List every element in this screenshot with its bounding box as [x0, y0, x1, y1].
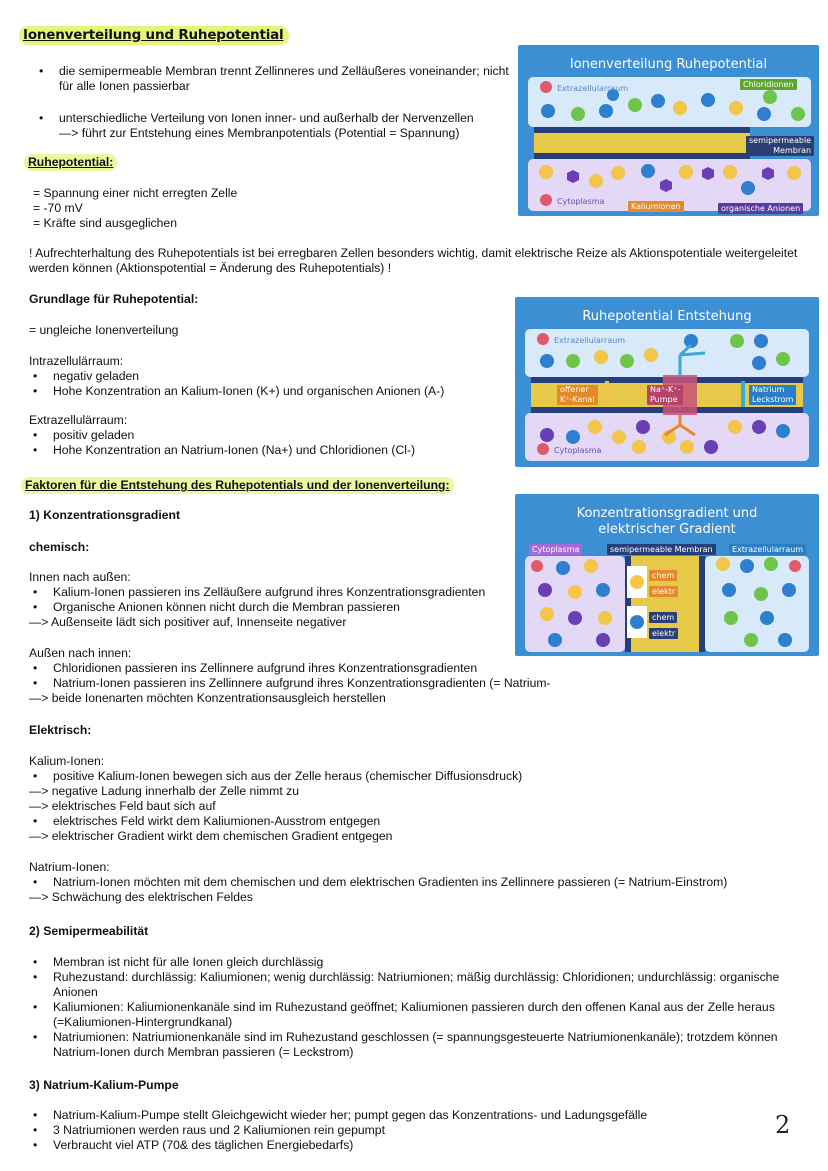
- semipermeabilitaet-heading: 2) Semipermeabilität: [29, 924, 149, 938]
- figure-ionenverteilung: [518, 45, 819, 216]
- figure-gradienten: [515, 494, 819, 656]
- elektr-arrow-bottom: elektr: [649, 628, 678, 639]
- plus-icon: [540, 81, 552, 93]
- extra-item: • positiv geladen: [29, 428, 509, 443]
- kalium-line: —> elektrischer Gradient wirkt dem chemischen Gradient entgegen: [29, 829, 393, 843]
- figure-ruhepotential-entstehung: [515, 297, 819, 467]
- figure-title: Ruhepotential Entstehung: [582, 309, 752, 324]
- kalium-line: —> negative Ladung innerhalb der Zelle nimmt zu: [29, 784, 299, 798]
- pump-label: [647, 385, 683, 405]
- ruhepotential-heading: Ruhepotential:: [24, 154, 117, 171]
- semi-item: • Kaliumionen: Kaliumionenkanäle sind im Ruhezustand geöffnet; Kaliumionen passieren durch den offenen Kanal aus der Zelle heraus (=Kaliumionen-Hintergrundkanal): [29, 1000, 799, 1030]
- aussen-item: • Chloridionen passieren ins Zellinnere aufgrund ihres Konzentrationsgradienten: [29, 661, 589, 676]
- semipermeabilitaet-list: [29, 955, 799, 1060]
- figure-ionenverteilung-art: [518, 45, 819, 216]
- innen-item: • Kalium-Ionen passieren ins Zelläußere aufgrund ihres Konzentrationsgradienten: [29, 585, 589, 600]
- figure-title: Ionenverteilung Ruhepotential: [569, 57, 768, 72]
- elektrisch-section: [29, 754, 809, 905]
- pumpe-item: • Verbraucht viel ATP (70& des täglichen Energiebedarfs): [29, 1138, 799, 1153]
- intro-item: • unterschiedliche Verteilung von Ionen inner- und außerhalb der Nervenzellen: [35, 111, 515, 126]
- aussen-result: —> beide Ionenarten möchten Konzentrationsausgleich herstellen: [29, 691, 386, 705]
- figure-title-line1: Konzentrationsgradient und: [576, 506, 758, 521]
- aussen-label: Außen nach innen:: [29, 646, 132, 660]
- kalium-line: • positive Kalium-Ionen bewegen sich aus der Zelle heraus (chemischer Diffusionsdruck): [29, 769, 809, 784]
- ruhe-line: = -70 mV: [33, 201, 83, 215]
- chem-section: [29, 570, 589, 706]
- leak-line1: Natrium: [752, 385, 785, 394]
- leak-label: [749, 385, 796, 405]
- chem-arrow-bottom: chem: [649, 612, 677, 623]
- minus-icon: [540, 194, 552, 206]
- pumpe-heading: 3) Natrium-Kalium-Pumpe: [29, 1078, 179, 1092]
- pump-line2: Pumpe: [650, 395, 678, 404]
- pump-line1: Na⁺-K⁺-: [650, 385, 681, 394]
- important-note: ! Aufrechterhaltung des Ruhepotentials ist bei erregbaren Zellen besonders wichtig, damit elektrische Reize als Aktionspotentiale weitergeleitet werden können (Aktionspotential = Änderung des Ruhepotentials) !: [29, 246, 798, 275]
- ruhe-line: = Spannung einer nicht erregten Zelle: [33, 186, 238, 200]
- membrane-label-line1: semipermeable: [749, 136, 812, 145]
- chlorid-label: Chloridionen: [740, 79, 797, 90]
- chemisch-heading: chemisch:: [29, 540, 90, 554]
- innen-result: —> Außenseite lädt sich positiver auf, Innenseite negativer: [29, 615, 347, 629]
- intra-item: • Hohe Konzentration an Kalium-Ionen (K+) und organischen Anionen (A-): [29, 384, 509, 399]
- membrane-label: [746, 136, 814, 156]
- cyto-label: Cytoplasma: [529, 544, 582, 555]
- natrium-label: Natrium-Ionen:: [29, 860, 110, 874]
- ruhe-line: = Kräfte sind ausgeglichen: [33, 216, 177, 230]
- membrane-bottom: [534, 153, 750, 159]
- semi-item: • Ruhezustand: durchlässig: Kaliumionen; wenig durchlässig: Natriumionen; mäßig durchlässig: Chloridionen; undurchlässig: organische Anionen: [29, 970, 799, 1000]
- chem-arrow-top: chem: [649, 570, 677, 581]
- pumpe-list: [29, 1108, 799, 1153]
- minus-icon: [537, 443, 549, 455]
- extra-item: • Hohe Konzentration an Natrium-Ionen (Na+) und Chloridionen (Cl-): [29, 443, 509, 458]
- kalium-line: —> elektrisches Feld baut sich auf: [29, 799, 216, 813]
- membrane-label-line2: Membran: [773, 146, 812, 155]
- figure-title-line2: elektrischer Gradient: [598, 522, 736, 537]
- kalium-label: Kalium-Ionen:: [29, 754, 105, 768]
- pumpe-item: • Natrium-Kalium-Pumpe stellt Gleichgewicht wieder her; pumpt gegen das Konzentrations- und Ladungsgefälle: [29, 1108, 799, 1123]
- page-number: 2: [775, 1111, 791, 1139]
- semi-item: • Natriumionen: Natriumionenkanäle sind im Ruhezustand geschlossen (= spannungsgesteuerte Natriumionenkanäle); trotzdem können Natrium-Ionen durch Membran passieren (= Leckstrom): [29, 1030, 799, 1060]
- faktoren-heading: Faktoren für die Entstehung des Ruhepotentials und der Ionenverteilung:: [21, 477, 454, 494]
- membrane-label: semipermeable Membran: [607, 544, 716, 555]
- extra-label: Extrazellularraum: [554, 336, 626, 345]
- k-channel-line2: K⁺-Kanal: [560, 395, 595, 404]
- intro-item: • die semipermeable Membran trennt Zellinneres und Zelläußeres voneinander; nicht für alle Ionen passierbar: [35, 64, 515, 94]
- intra-item: • negativ geladen: [29, 369, 509, 384]
- natrium-line: —> Schwächung des elektrischen Feldes: [29, 890, 253, 904]
- aussen-item: • Natrium-Ionen passieren ins Zellinnere aufgrund ihres Konzentrationsgradienten (= Natrium-: [29, 676, 589, 691]
- grundlage-heading: Grundlage für Ruhepotential:: [29, 292, 199, 306]
- elektr-arrow-top: elektr: [649, 586, 678, 597]
- leak-line2: Leckstrom: [752, 395, 794, 404]
- grundlage-line: = ungleiche Ionenverteilung: [29, 323, 179, 337]
- elektrisch-heading: Elektrisch:: [29, 723, 92, 737]
- innen-label: Innen nach außen:: [29, 570, 131, 584]
- extra-label: Extrazellulärraum:: [29, 413, 128, 427]
- extra-label: Extrazellularraum: [729, 544, 806, 555]
- pumpe-item: • 3 Natriumionen werden raus und 2 Kaliumionen rein gepumpt: [29, 1123, 799, 1138]
- intro-result: —> führt zur Entstehung eines Membranpotentials (Potential = Spannung): [59, 126, 460, 140]
- page-title: Ionenverteilung und Ruhepotential: [19, 26, 289, 45]
- intro-list: [35, 64, 515, 141]
- kalium-label: Kaliumionen: [628, 201, 684, 212]
- ruhepotential-lines: [33, 186, 237, 231]
- cyto-label: Cytoplasma: [554, 446, 602, 455]
- k-channel-label: [557, 385, 598, 405]
- membrane-right: [699, 556, 705, 652]
- anionen-label: organische Anionen: [718, 203, 803, 214]
- innen-item: • Organische Anionen können nicht durch die Membran passieren: [29, 600, 589, 615]
- intra-label: Intrazellulärraum:: [29, 354, 124, 368]
- k-channel-line1: offener: [560, 385, 589, 394]
- intra-section: [29, 354, 509, 458]
- figure-ruhepotential-entstehung-art: [515, 297, 819, 467]
- membrane-top: [534, 127, 750, 133]
- kalium-line: • elektrisches Feld wirkt dem Kaliumionen-Ausstrom entgegen: [29, 814, 809, 829]
- konzentrationsgradient-heading: 1) Konzentrationsgradient: [29, 508, 180, 522]
- cyto-label: Cytoplasma: [557, 197, 605, 206]
- extra-label: Extrazellularraum: [557, 84, 629, 93]
- semi-item: • Membran ist nicht für alle Ionen gleich durchlässig: [29, 955, 799, 970]
- plus-icon: [537, 333, 549, 345]
- natrium-line: • Natrium-Ionen möchten mit dem chemischen und dem elektrischen Gradienten ins Zellinnere passieren (= Natrium-Einstrom): [29, 875, 809, 890]
